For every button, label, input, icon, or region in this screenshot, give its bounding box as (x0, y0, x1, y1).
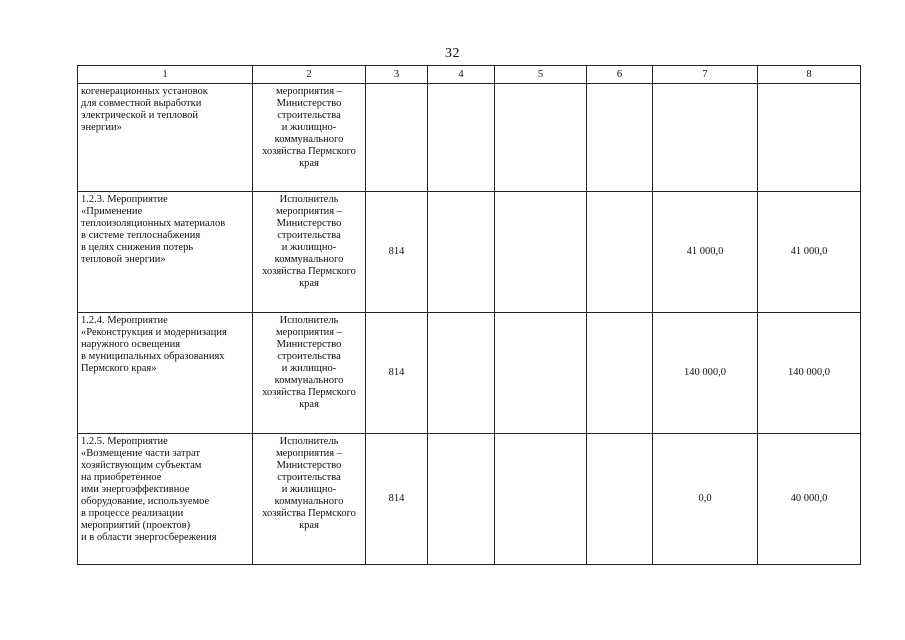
value-cell (428, 313, 495, 434)
executor-cell: Исполнитель мероприятия – Министерство строительства и жилищно- коммунального хозяйства Пермского края (253, 313, 366, 434)
value-cell (587, 192, 653, 313)
value-cell (495, 313, 587, 434)
activity-name-cell: 1.2.4. Мероприятие «Реконструкция и модернизация наружного освещения в муниципальных образованиях Пермского края» (78, 313, 253, 434)
table-row (78, 84, 861, 192)
value-cell: 41 000,0 (653, 192, 758, 313)
program-table (77, 65, 861, 565)
value-cell: 814 (366, 192, 428, 313)
header-row (78, 66, 861, 84)
table-row (78, 192, 861, 313)
executor-cell: мероприятия – Министерство строительства и жилищно- коммунального хозяйства Пермского края (253, 84, 366, 192)
activity-name-cell: 1.2.3. Мероприятие «Применение теплоизоляционных материалов в системе теплоснабжения в целях снижения потерь тепловой энергии» (78, 192, 253, 313)
value-cell (758, 84, 861, 192)
column-header: 8 (758, 66, 861, 84)
value-cell (428, 434, 495, 565)
column-header: 1 (78, 66, 253, 84)
value-cell (587, 434, 653, 565)
column-header: 7 (653, 66, 758, 84)
value-cell (587, 84, 653, 192)
table-row (78, 434, 861, 565)
column-header: 2 (253, 66, 366, 84)
value-cell (495, 434, 587, 565)
value-cell: 814 (366, 313, 428, 434)
executor-cell: Исполнитель мероприятия – Министерство строительства и жилищно- коммунального хозяйства Пермского края (253, 434, 366, 565)
value-cell (653, 84, 758, 192)
value-cell: 41 000,0 (758, 192, 861, 313)
value-cell (495, 192, 587, 313)
activity-name-cell: 1.2.5. Мероприятие «Возмещение части затрат хозяйствующим субъектам на приобретенное ими энергоэффективное оборудование, используемое в процессе реализации мероприятий (проектов) и в области энергосбережения (78, 434, 253, 565)
column-header: 5 (495, 66, 587, 84)
value-cell (428, 84, 495, 192)
column-header: 6 (587, 66, 653, 84)
value-cell: 40 000,0 (758, 434, 861, 565)
value-cell (366, 84, 428, 192)
column-header: 4 (428, 66, 495, 84)
value-cell: 140 000,0 (653, 313, 758, 434)
value-cell (495, 84, 587, 192)
executor-cell: Исполнитель мероприятия – Министерство строительства и жилищно- коммунального хозяйства Пермского края (253, 192, 366, 313)
value-cell: 814 (366, 434, 428, 565)
table-row (78, 313, 861, 434)
value-cell: 0,0 (653, 434, 758, 565)
value-cell (428, 192, 495, 313)
value-cell: 140 000,0 (758, 313, 861, 434)
page-number: 32 (445, 46, 460, 61)
column-header: 3 (366, 66, 428, 84)
activity-name-cell: когенерационных установок для совместной выработки электрической и тепловой энергии» (78, 84, 253, 192)
value-cell (587, 313, 653, 434)
